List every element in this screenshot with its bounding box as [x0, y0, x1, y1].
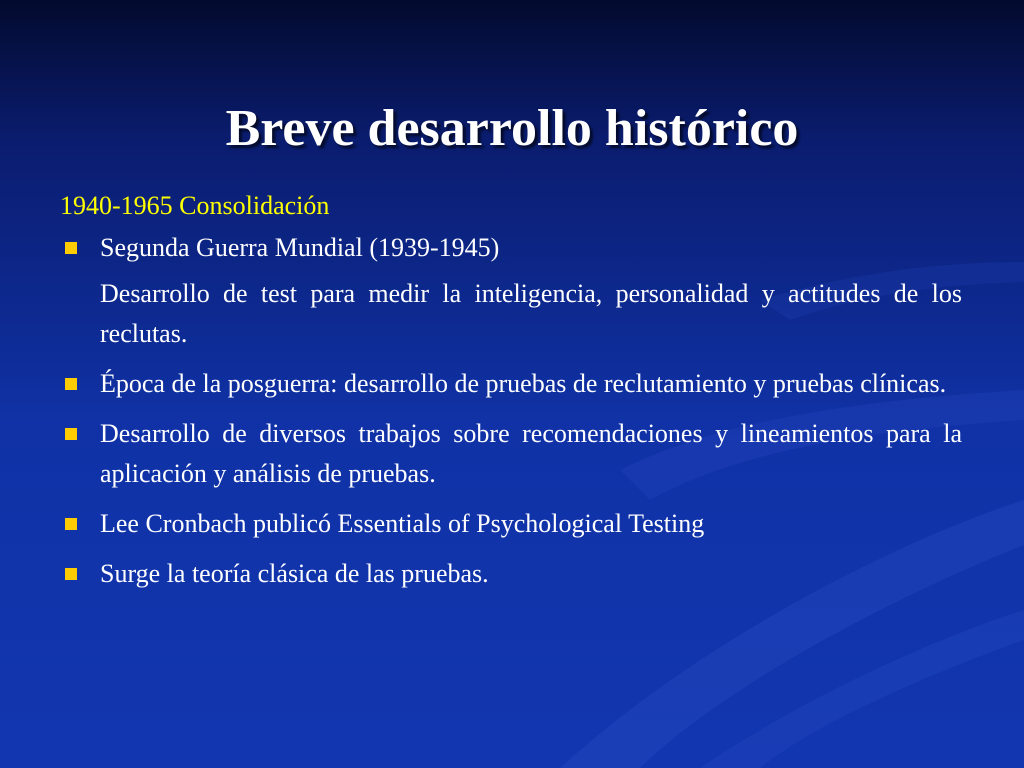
section-heading: 1940-1965 Consolidación — [60, 191, 330, 220]
square-bullet-icon — [65, 378, 77, 390]
square-bullet-icon — [65, 428, 77, 440]
bullet-text: Lee Cronbach publicó Essentials of Psychological Testing — [100, 509, 705, 538]
bullet-text: Surge la teoría clásica de las pruebas. — [100, 559, 489, 588]
square-bullet-icon — [65, 242, 77, 254]
slide-content — [60, 186, 962, 604]
bullet-item — [60, 554, 962, 594]
bullet-text: Desarrollo de diversos trabajos sobre recomendaciones y lineamientos para la aplicación y análisis de pruebas. — [100, 419, 962, 488]
bullet-text: Época de la posguerra: desarrollo de pruebas de reclutamiento y pruebas clínicas. — [100, 369, 947, 398]
bullet-item — [60, 504, 962, 544]
bullet-item — [60, 414, 962, 494]
bullet-text: Segunda Guerra Mundial (1939-1945) — [100, 233, 500, 262]
bullet-item — [60, 228, 962, 354]
square-bullet-icon — [65, 518, 77, 530]
square-bullet-icon — [65, 568, 77, 580]
slide-title: Breve desarrollo histórico — [225, 99, 799, 157]
bullet-subtext: Desarrollo de test para medir la inteligencia, personalidad y actitudes de los reclutas. — [100, 279, 962, 348]
bullet-item — [60, 364, 962, 404]
